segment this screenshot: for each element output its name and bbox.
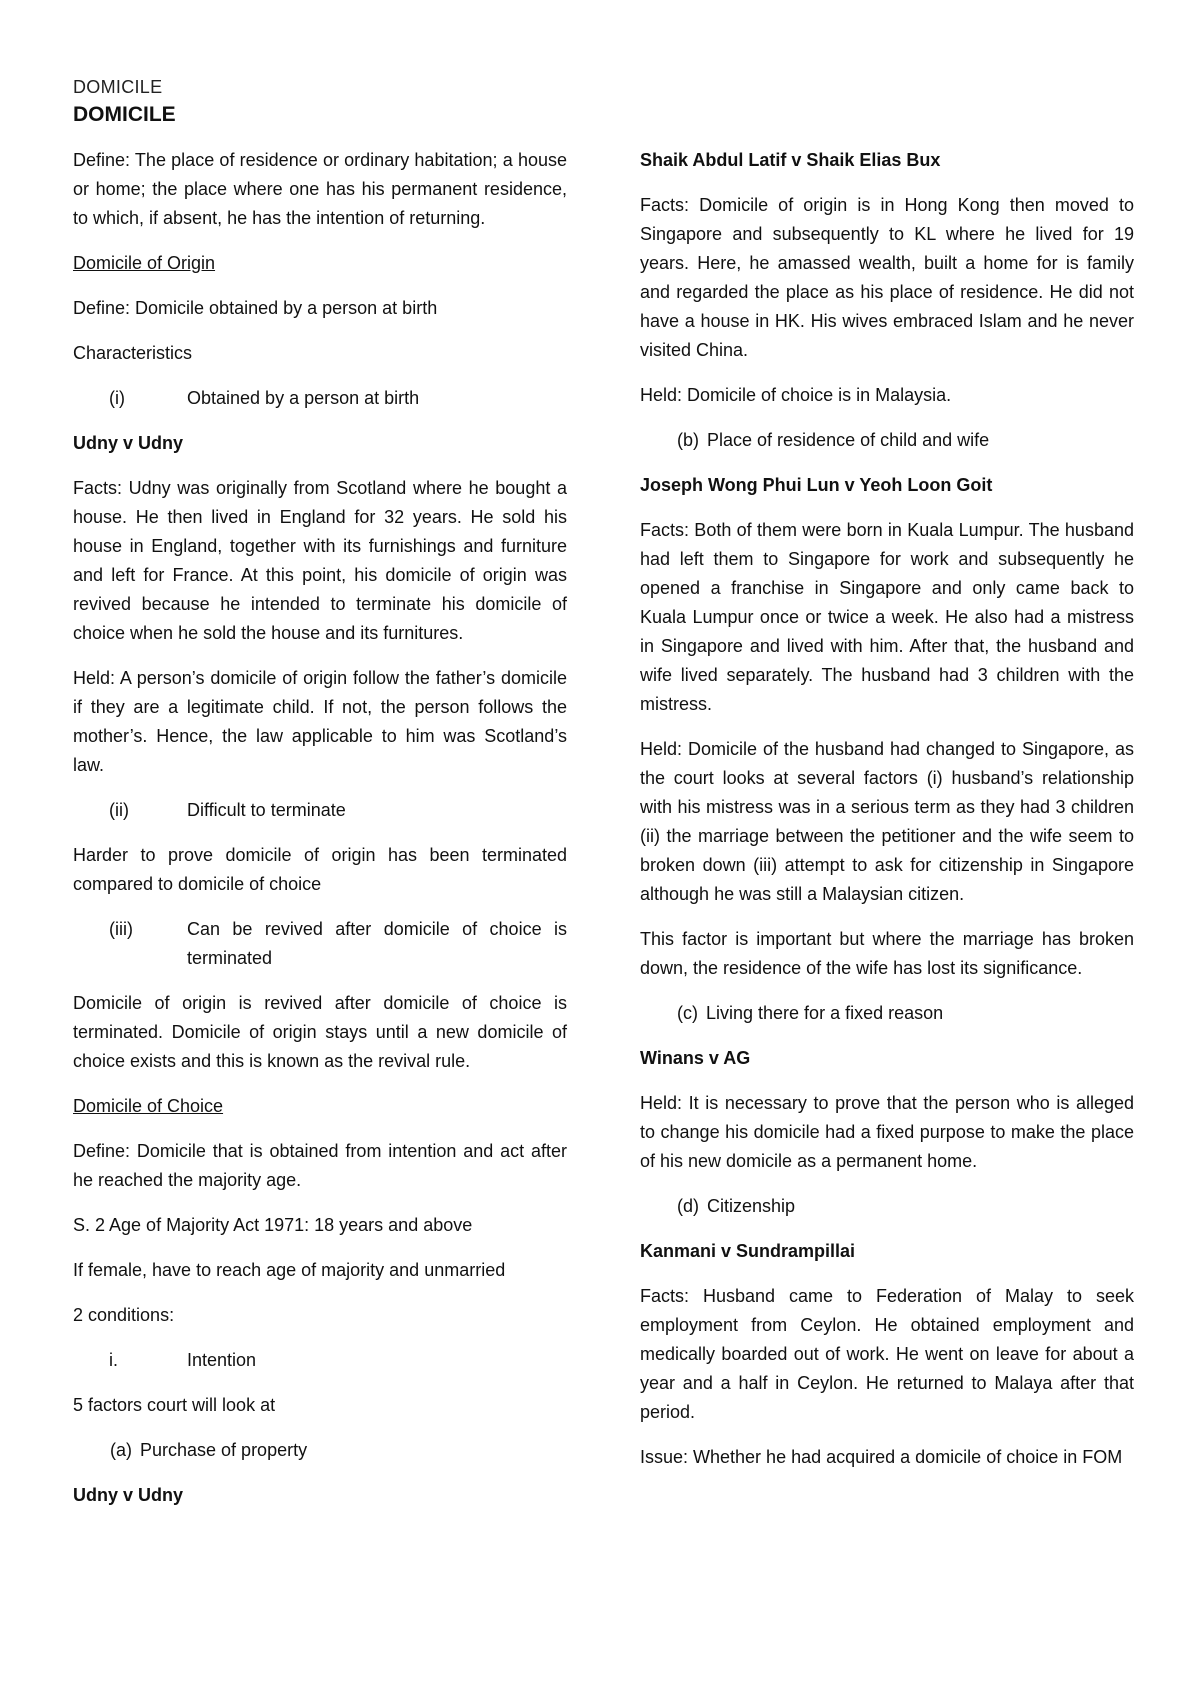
factor-text: Purchase of property [140, 1440, 308, 1460]
case-facts: Facts: Husband came to Federation of Malay to seek employment from Ceylon. He obtained employment and medically boarded out of work. He went on leave for about a year and a half in Ceylon. He returned to Malaya after that period. [640, 1286, 1134, 1422]
case-name-winans-v-ag: Winans v AG [640, 1048, 751, 1068]
origin-definition: Define: Domicile obtained by a person at birth [73, 298, 438, 318]
page-title: DOMICILE [73, 103, 176, 126]
factor-text: Living there for a fixed reason [706, 1003, 944, 1023]
left-column [73, 146, 567, 1526]
item-number: i. [109, 1350, 118, 1370]
case-name-joseph-wong: Joseph Wong Phui Lun v Yeoh Loon Goit [640, 475, 993, 495]
section-heading-domicile-of-choice: Domicile of Choice [73, 1096, 224, 1116]
factor-label: (c) [677, 1003, 698, 1023]
case-name-udny-v-udny-2: Udny v Udny [73, 1485, 184, 1505]
case-note: This factor is important but where the marriage has broken down, the residence of the wife has lost its significance. [640, 929, 1134, 978]
factor-item-d [640, 1192, 1134, 1221]
item-text: Intention [187, 1350, 257, 1370]
factor-text: Place of residence of child and wife [707, 430, 990, 450]
factor-text: Citizenship [707, 1196, 796, 1216]
case-facts: Facts: Domicile of origin is in Hong Kong then moved to Singapore and subsequently to KL where he lived for 19 years. Here, he amassed wealth, built a home for is family and regarded the place as his place of residence. He did not have a house in HK. His wives embraced Islam and he never visited China. [640, 195, 1134, 360]
case-held: Held: Domicile of choice is in Malaysia. [640, 385, 952, 405]
section-heading-domicile-of-origin: Domicile of Origin [73, 253, 216, 273]
item-number: (i) [109, 388, 125, 408]
case-facts: Facts: Udny was originally from Scotland where he bought a house. He then lived in England for 32 years. He sold his house in England, together with its furnishings and furniture and left for France. At this point, his domicile of origin was revived because he intended to terminate his domicile of choice when he sold the house and its furnitures. [73, 478, 567, 643]
case-held: Held: Domicile of the husband had changed to Singapore, as the court looks at several factors (i) husband’s relationship with his mistress was in a serious term as they had 3 children (ii) the marriage between the petitioner and the wife seem to broken down (iii) attempt to ask for citizenship in Singapore although he was still a Malaysian citizen. [640, 739, 1134, 904]
right-column [640, 146, 1134, 1488]
factor-label: (d) [677, 1196, 699, 1216]
item-number: (ii) [109, 800, 129, 820]
item-text: Obtained by a person at birth [187, 388, 420, 408]
condition-item-1 [73, 1346, 567, 1375]
factor-label: (b) [677, 430, 699, 450]
characteristic-item-3 [73, 915, 567, 973]
factor-item-c [640, 999, 1134, 1028]
factor-label: (a) [110, 1440, 132, 1460]
conditions-label: 2 conditions: [73, 1305, 175, 1325]
item-text: Difficult to terminate [187, 800, 346, 820]
statute-reference: S. 2 Age of Majority Act 1971: 18 years and above [73, 1215, 473, 1235]
characteristic-item-1 [73, 384, 567, 413]
choice-definition: Define: Domicile that is obtained from intention and act after he reached the majority age. [73, 1141, 567, 1190]
case-held: Held: A person’s domicile of origin follow the father’s domicile if they are a legitimate child. If not, the person follows the mother’s. Hence, the law applicable to him was Scotland’s law. [73, 668, 567, 775]
factor-item-b [640, 426, 1134, 455]
case-facts: Facts: Both of them were born in Kuala Lumpur. The husband had left them to Singapore for work and subsequently he opened a franchise in Singapore and only came back to Kuala Lumpur once or twice a week. He also had a mistress in Singapore and lived with him. After that, the husband and wife lived separately. The husband had 3 children with the mistress. [640, 520, 1134, 714]
case-name-shaik-abdul-latif: Shaik Abdul Latif v Shaik Elias Bux [640, 150, 941, 170]
characteristic-item-2 [73, 796, 567, 825]
domicile-definition: Define: The place of residence or ordinary habitation; a house or home; the place where one has his permanent residence, to which, if absent, he has the intention of returning. [73, 150, 567, 228]
female-condition: If female, have to reach age of majority and unmarried [73, 1260, 506, 1280]
case-issue: Issue: Whether he had acquired a domicile of choice in FOM [640, 1447, 1123, 1467]
item-number: (iii) [109, 919, 133, 939]
factors-label: 5 factors court will look at [73, 1395, 276, 1415]
case-held: Held: It is necessary to prove that the person who is alleged to change his domicile had a fixed purpose to make the place of his new domicile as a permanent home. [640, 1093, 1134, 1171]
factor-item-a [73, 1436, 567, 1465]
case-name-udny-v-udny: Udny v Udny [73, 433, 184, 453]
item-2-description: Harder to prove domicile of origin has been terminated compared to domicile of choice [73, 845, 567, 894]
running-header: DOMICILE [73, 77, 163, 97]
characteristics-label: Characteristics [73, 343, 193, 363]
case-name-kanmani: Kanmani v Sundrampillai [640, 1241, 856, 1261]
item-text: Can be revived after domicile of choice is terminated [187, 919, 567, 968]
item-3-description: Domicile of origin is revived after domicile of choice is terminated. Domicile of origin stays until a new domicile of choice exists and this is known as the revival rule. [73, 993, 567, 1071]
